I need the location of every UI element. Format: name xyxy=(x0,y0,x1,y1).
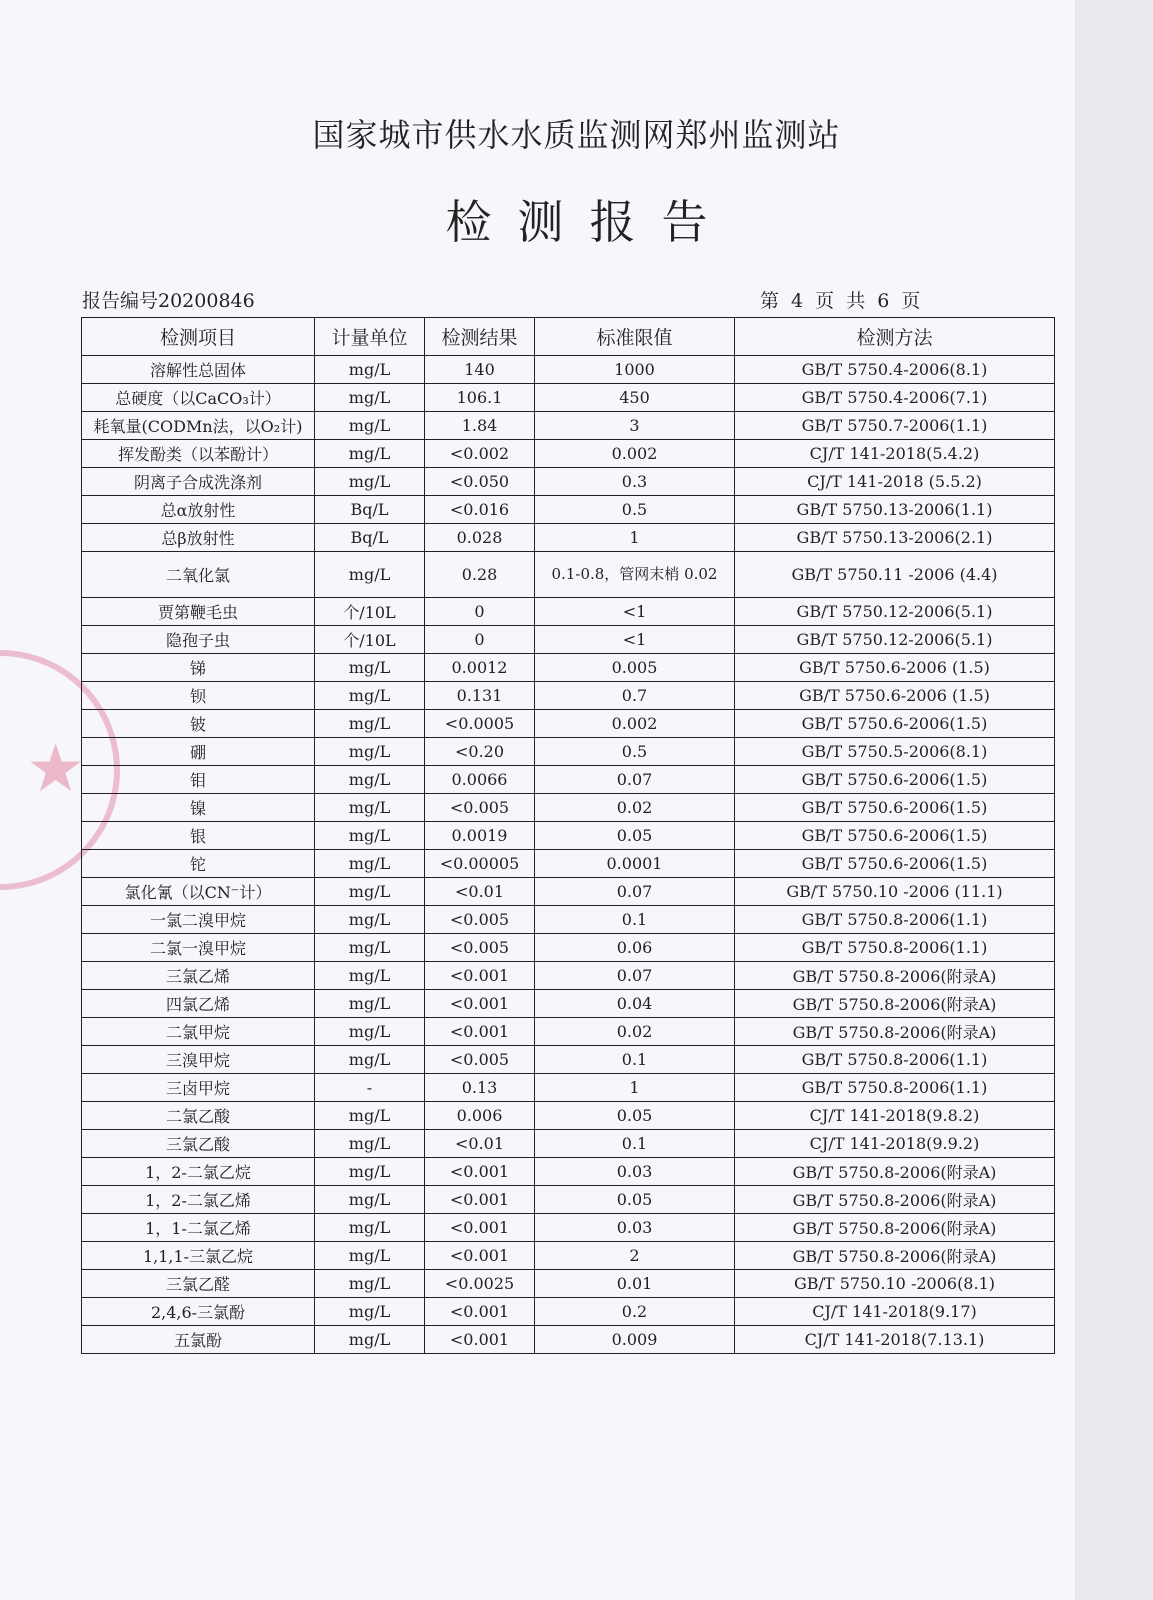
cell-result: 0.13 xyxy=(425,1074,535,1102)
table-row xyxy=(82,356,1055,384)
cell-item: 三溴甲烷 xyxy=(82,1046,315,1074)
cell-item: 总硬度（以CaCO₃计） xyxy=(82,384,315,412)
cell-item: 氯化氰（以CN⁻计） xyxy=(82,878,315,906)
cell-unit: 个/10L xyxy=(315,598,425,626)
table-row xyxy=(82,794,1055,822)
cell-unit: mg/L xyxy=(315,1298,425,1326)
cell-limit: 0.1-0.8，管网末梢 0.02 xyxy=(535,552,735,598)
cell-result: <0.0005 xyxy=(425,710,535,738)
cell-unit: - xyxy=(315,1074,425,1102)
cell-item: 四氯乙烯 xyxy=(82,990,315,1018)
cell-result: <0.005 xyxy=(425,906,535,934)
cell-limit: 0.1 xyxy=(535,906,735,934)
table-row xyxy=(82,1046,1055,1074)
cell-limit: <1 xyxy=(535,598,735,626)
cell-limit: 0.009 xyxy=(535,1326,735,1354)
cell-item: 铊 xyxy=(82,850,315,878)
table-row xyxy=(82,822,1055,850)
cell-limit: 0.002 xyxy=(535,440,735,468)
cell-unit: mg/L xyxy=(315,738,425,766)
cell-limit: 0.06 xyxy=(535,934,735,962)
cell-item: 钡 xyxy=(82,682,315,710)
cell-unit: mg/L xyxy=(315,1158,425,1186)
cell-result: <0.016 xyxy=(425,496,535,524)
cell-item: 挥发酚类（以苯酚计） xyxy=(82,440,315,468)
cell-method: GB/T 5750.7-2006(1.1) xyxy=(735,412,1055,440)
cell-limit: 0.01 xyxy=(535,1270,735,1298)
table-row xyxy=(82,626,1055,654)
cell-result: 1.84 xyxy=(425,412,535,440)
cell-unit: mg/L xyxy=(315,1046,425,1074)
cell-method: CJ/T 141-2018(9.9.2) xyxy=(735,1130,1055,1158)
cell-unit: mg/L xyxy=(315,934,425,962)
cell-result: <0.001 xyxy=(425,990,535,1018)
cell-limit: 0.05 xyxy=(535,1186,735,1214)
table-row xyxy=(82,1186,1055,1214)
cell-unit: mg/L xyxy=(315,552,425,598)
cell-method: CJ/T 141-2018 (5.5.2) xyxy=(735,468,1055,496)
table-row xyxy=(82,654,1055,682)
cell-item: 阴离子合成洗涤剂 xyxy=(82,468,315,496)
cell-unit: mg/L xyxy=(315,990,425,1018)
cell-item: 镍 xyxy=(82,794,315,822)
cell-method: GB/T 5750.11 -2006 (4.4) xyxy=(735,552,1055,598)
table-row xyxy=(82,1214,1055,1242)
table-row xyxy=(82,1130,1055,1158)
table-row xyxy=(82,1270,1055,1298)
cell-unit: mg/L xyxy=(315,1326,425,1354)
cell-item: 硼 xyxy=(82,738,315,766)
cell-unit: mg/L xyxy=(315,1018,425,1046)
cell-result: <0.001 xyxy=(425,1242,535,1270)
cell-item: 耗氧量(CODMn法，以O₂计) xyxy=(82,412,315,440)
cell-method: GB/T 5750.6-2006 (1.5) xyxy=(735,654,1055,682)
cell-result: <0.001 xyxy=(425,1214,535,1242)
table-row xyxy=(82,552,1055,598)
table-row xyxy=(82,934,1055,962)
cell-result: <0.005 xyxy=(425,934,535,962)
report-number: 报告编号20200846 xyxy=(82,290,255,312)
cell-item: 三氯乙醛 xyxy=(82,1270,315,1298)
cell-item: 铍 xyxy=(82,710,315,738)
cell-method: GB/T 5750.6-2006 (1.5) xyxy=(735,682,1055,710)
table-row xyxy=(82,850,1055,878)
cell-item: 二氯乙酸 xyxy=(82,1102,315,1130)
cell-item: 总α放射性 xyxy=(82,496,315,524)
cell-item: 1，1-二氯乙烯 xyxy=(82,1214,315,1242)
cell-limit: <1 xyxy=(535,626,735,654)
cell-result: 0 xyxy=(425,598,535,626)
cell-unit: mg/L xyxy=(315,384,425,412)
table-row xyxy=(82,1326,1055,1354)
report-title: 检测报告 xyxy=(445,195,734,249)
cell-result: <0.005 xyxy=(425,794,535,822)
cell-method: GB/T 5750.6-2006(1.5) xyxy=(735,822,1055,850)
column-header-method: 检测方法 xyxy=(735,318,1055,356)
cell-unit: mg/L xyxy=(315,468,425,496)
cell-unit: mg/L xyxy=(315,878,425,906)
cell-limit: 0.0001 xyxy=(535,850,735,878)
cell-item: 二氯一溴甲烷 xyxy=(82,934,315,962)
cell-result: <0.002 xyxy=(425,440,535,468)
cell-method: GB/T 5750.8-2006(1.1) xyxy=(735,1074,1055,1102)
cell-unit: mg/L xyxy=(315,850,425,878)
cell-method: GB/T 5750.8-2006(附录A) xyxy=(735,962,1055,990)
cell-limit: 3 xyxy=(535,412,735,440)
cell-limit: 1000 xyxy=(535,356,735,384)
cell-result: <0.20 xyxy=(425,738,535,766)
results-table xyxy=(81,317,1055,1354)
table-row xyxy=(82,766,1055,794)
cell-unit: mg/L xyxy=(315,710,425,738)
cell-result: <0.01 xyxy=(425,878,535,906)
cell-result: <0.001 xyxy=(425,1186,535,1214)
table-row xyxy=(82,1298,1055,1326)
cell-method: GB/T 5750.12-2006(5.1) xyxy=(735,598,1055,626)
cell-method: GB/T 5750.4-2006(7.1) xyxy=(735,384,1055,412)
cell-limit: 0.1 xyxy=(535,1130,735,1158)
cell-result: <0.0025 xyxy=(425,1270,535,1298)
cell-limit: 1 xyxy=(535,1074,735,1102)
table-row xyxy=(82,738,1055,766)
cell-method: GB/T 5750.8-2006(附录A) xyxy=(735,1158,1055,1186)
cell-unit: mg/L xyxy=(315,440,425,468)
table-row xyxy=(82,962,1055,990)
cell-limit: 0.3 xyxy=(535,468,735,496)
cell-limit: 0.03 xyxy=(535,1214,735,1242)
cell-item: 总β放射性 xyxy=(82,524,315,552)
cell-limit: 0.04 xyxy=(535,990,735,1018)
cell-limit: 1 xyxy=(535,524,735,552)
cell-unit: Bq/L xyxy=(315,524,425,552)
cell-unit: Bq/L xyxy=(315,496,425,524)
cell-item: 钼 xyxy=(82,766,315,794)
cell-method: GB/T 5750.10 -2006(8.1) xyxy=(735,1270,1055,1298)
table-header-row xyxy=(82,318,1055,356)
cell-unit: mg/L xyxy=(315,1242,425,1270)
table-row xyxy=(82,1158,1055,1186)
cell-method: GB/T 5750.10 -2006 (11.1) xyxy=(735,878,1055,906)
cell-method: GB/T 5750.4-2006(8.1) xyxy=(735,356,1055,384)
cell-limit: 450 xyxy=(535,384,735,412)
cell-item: 锑 xyxy=(82,654,315,682)
column-header-item: 检测项目 xyxy=(82,318,315,356)
cell-unit: mg/L xyxy=(315,822,425,850)
cell-method: GB/T 5750.8-2006(1.1) xyxy=(735,934,1055,962)
cell-method: GB/T 5750.6-2006(1.5) xyxy=(735,710,1055,738)
cell-item: 三卤甲烷 xyxy=(82,1074,315,1102)
cell-item: 二氯甲烷 xyxy=(82,1018,315,1046)
cell-result: <0.050 xyxy=(425,468,535,496)
cell-result: <0.001 xyxy=(425,962,535,990)
cell-limit: 0.05 xyxy=(535,822,735,850)
table-row xyxy=(82,906,1055,934)
table-row xyxy=(82,468,1055,496)
cell-method: GB/T 5750.8-2006(附录A) xyxy=(735,1186,1055,1214)
cell-method: GB/T 5750.8-2006(附录A) xyxy=(735,1242,1055,1270)
cell-method: CJ/T 141-2018(9.17) xyxy=(735,1298,1055,1326)
cell-limit: 0.2 xyxy=(535,1298,735,1326)
cell-result: <0.001 xyxy=(425,1158,535,1186)
cell-unit: mg/L xyxy=(315,1270,425,1298)
cell-item: 三氯乙烯 xyxy=(82,962,315,990)
table-row xyxy=(82,1018,1055,1046)
cell-unit: mg/L xyxy=(315,1186,425,1214)
table-row xyxy=(82,412,1055,440)
cell-result: 106.1 xyxy=(425,384,535,412)
cell-unit: mg/L xyxy=(315,962,425,990)
cell-item: 三氯乙酸 xyxy=(82,1130,315,1158)
cell-unit: mg/L xyxy=(315,1214,425,1242)
table-row xyxy=(82,384,1055,412)
cell-method: GB/T 5750.8-2006(附录A) xyxy=(735,1214,1055,1242)
cell-unit: mg/L xyxy=(315,412,425,440)
cell-unit: mg/L xyxy=(315,654,425,682)
cell-result: 0.028 xyxy=(425,524,535,552)
cell-unit: mg/L xyxy=(315,1102,425,1130)
cell-item: 1，2-二氯乙烷 xyxy=(82,1158,315,1186)
results-table-body xyxy=(82,356,1055,1354)
cell-method: GB/T 5750.5-2006(8.1) xyxy=(735,738,1055,766)
cell-limit: 0.1 xyxy=(535,1046,735,1074)
cell-limit: 0.07 xyxy=(535,962,735,990)
cell-method: GB/T 5750.6-2006(1.5) xyxy=(735,766,1055,794)
cell-method: CJ/T 141-2018(5.4.2) xyxy=(735,440,1055,468)
cell-method: GB/T 5750.6-2006(1.5) xyxy=(735,794,1055,822)
cell-method: GB/T 5750.8-2006(附录A) xyxy=(735,1018,1055,1046)
table-row xyxy=(82,878,1055,906)
cell-result: <0.001 xyxy=(425,1298,535,1326)
cell-item: 2,4,6-三氯酚 xyxy=(82,1298,315,1326)
cell-result: <0.00005 xyxy=(425,850,535,878)
cell-limit: 0.002 xyxy=(535,710,735,738)
cell-item: 贾第鞭毛虫 xyxy=(82,598,315,626)
column-header-result: 检测结果 xyxy=(425,318,535,356)
cell-item: 二氧化氯 xyxy=(82,552,315,598)
cell-unit: mg/L xyxy=(315,356,425,384)
cell-limit: 0.5 xyxy=(535,496,735,524)
cell-method: GB/T 5750.12-2006(5.1) xyxy=(735,626,1055,654)
table-row xyxy=(82,496,1055,524)
cell-result: 0 xyxy=(425,626,535,654)
page-indicator: 第 4 页 共 6 页 xyxy=(760,290,921,312)
cell-result: 0.006 xyxy=(425,1102,535,1130)
cell-item: 隐孢子虫 xyxy=(82,626,315,654)
cell-method: CJ/T 141-2018(9.8.2) xyxy=(735,1102,1055,1130)
cell-item: 五氯酚 xyxy=(82,1326,315,1354)
cell-method: GB/T 5750.13-2006(2.1) xyxy=(735,524,1055,552)
cell-method: GB/T 5750.13-2006(1.1) xyxy=(735,496,1055,524)
table-row xyxy=(82,1074,1055,1102)
cell-item: 1,1,1-三氯乙烷 xyxy=(82,1242,315,1270)
cell-method: GB/T 5750.8-2006(1.1) xyxy=(735,1046,1055,1074)
cell-limit: 0.005 xyxy=(535,654,735,682)
cell-unit: mg/L xyxy=(315,766,425,794)
cell-result: <0.001 xyxy=(425,1018,535,1046)
cell-unit: mg/L xyxy=(315,794,425,822)
cell-limit: 0.7 xyxy=(535,682,735,710)
cell-unit: 个/10L xyxy=(315,626,425,654)
cell-limit: 0.02 xyxy=(535,1018,735,1046)
cell-result: 140 xyxy=(425,356,535,384)
cell-limit: 2 xyxy=(535,1242,735,1270)
cell-result: 0.0019 xyxy=(425,822,535,850)
column-header-unit: 计量单位 xyxy=(315,318,425,356)
table-row xyxy=(82,598,1055,626)
cell-limit: 0.07 xyxy=(535,766,735,794)
table-row xyxy=(82,1242,1055,1270)
cell-item: 溶解性总固体 xyxy=(82,356,315,384)
table-row xyxy=(82,682,1055,710)
cell-method: CJ/T 141-2018(7.13.1) xyxy=(735,1326,1055,1354)
cell-result: <0.01 xyxy=(425,1130,535,1158)
cell-result: <0.005 xyxy=(425,1046,535,1074)
cell-method: GB/T 5750.8-2006(1.1) xyxy=(735,906,1055,934)
cell-item: 1，2-二氯乙烯 xyxy=(82,1186,315,1214)
cell-item: 一氯二溴甲烷 xyxy=(82,906,315,934)
star-icon: ★ xyxy=(26,730,86,807)
table-row xyxy=(82,710,1055,738)
column-header-limit: 标准限值 xyxy=(535,318,735,356)
cell-method: GB/T 5750.6-2006(1.5) xyxy=(735,850,1055,878)
cell-limit: 0.02 xyxy=(535,794,735,822)
cell-unit: mg/L xyxy=(315,1130,425,1158)
cell-limit: 0.03 xyxy=(535,1158,735,1186)
table-row xyxy=(82,1102,1055,1130)
table-row xyxy=(82,990,1055,1018)
cell-result: 0.0012 xyxy=(425,654,535,682)
cell-unit: mg/L xyxy=(315,682,425,710)
organization-name: 国家城市供水水质监测网郑州监测站 xyxy=(312,116,841,154)
cell-limit: 0.07 xyxy=(535,878,735,906)
cell-limit: 0.5 xyxy=(535,738,735,766)
cell-item: 银 xyxy=(82,822,315,850)
cell-unit: mg/L xyxy=(315,906,425,934)
table-row xyxy=(82,524,1055,552)
table-row xyxy=(82,440,1055,468)
cell-result: 0.131 xyxy=(425,682,535,710)
cell-method: GB/T 5750.8-2006(附录A) xyxy=(735,990,1055,1018)
cell-limit: 0.05 xyxy=(535,1102,735,1130)
cell-result: <0.001 xyxy=(425,1326,535,1354)
cell-result: 0.28 xyxy=(425,552,535,598)
cell-result: 0.0066 xyxy=(425,766,535,794)
